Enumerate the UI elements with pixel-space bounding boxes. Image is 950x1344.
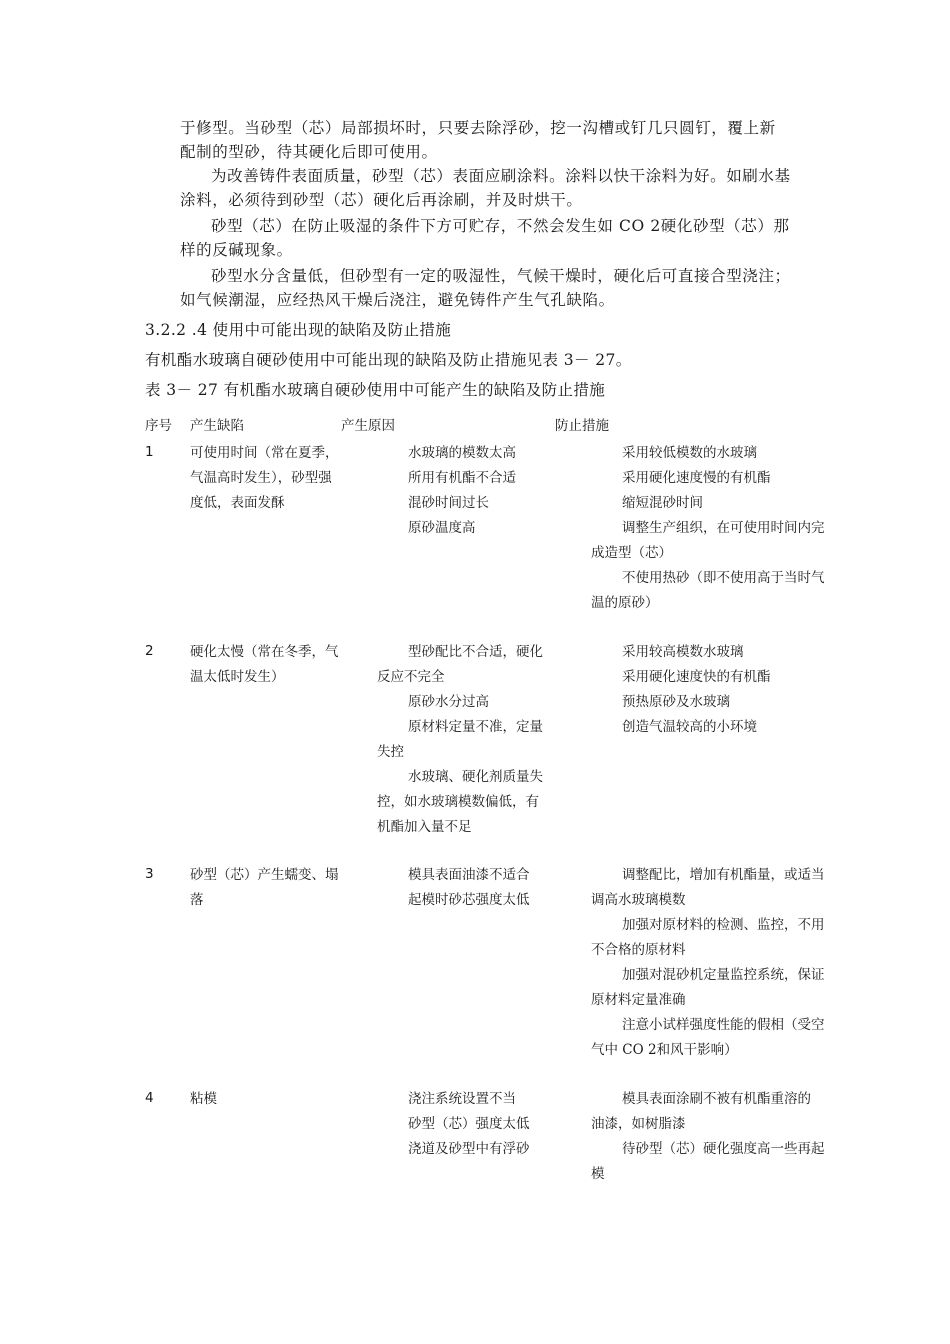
section-text: 有机酯水玻璃自硬砂使用中可能出现的缺陷及防止措施见表 3－ 27。 [145, 351, 632, 369]
cause-line: 机酯加入量不足 [377, 819, 472, 835]
table-row-measure [591, 441, 841, 616]
table-row-defect [190, 1087, 350, 1112]
defect-line: 温太低时发生） [190, 669, 285, 685]
cause-line: 失控 [377, 744, 404, 760]
defect-line: 度低，表面发酥 [190, 495, 285, 511]
cause-line: 原材料定量不准，定量 [408, 719, 543, 735]
cause-line: 原砂温度高 [408, 520, 476, 536]
cause-line: 反应不完全 [377, 669, 445, 685]
measure-line: 调整生产组织，在可使用时间内完 [622, 520, 825, 536]
table-row-defect [190, 640, 350, 690]
intro-paragraph-2: 为改善铸件表面质量，砂型（芯）表面应刷涂料。涂料以快干涂料为好。如刷水基 涂料，必须待到砂型（芯）硬化后再涂刷，并及时烘干。 [180, 167, 791, 209]
measure-line: 加强对混砂机定量监控系统，保证 [622, 967, 825, 983]
measure-line: 采用较低模数的水玻璃 [622, 445, 757, 461]
table-row-defect [190, 441, 350, 516]
cause-line: 砂型（芯）强度太低 [408, 1116, 530, 1132]
measure-line: 创造气温较高的小环境 [622, 719, 757, 735]
cause-line: 原砂水分过高 [408, 694, 489, 710]
intro-paragraph-4: 砂型水分含量低，但砂型有一定的吸湿性，气候干燥时，硬化后可直接合型浇注； 如气候潮湿，应经热风干燥后浇注，避免铸件产生气孔缺陷。 [180, 267, 791, 309]
defect-line: 气温高时发生），砂型强 [190, 470, 332, 486]
table-header-number: 序号 [145, 418, 172, 434]
measure-line: 模具表面涂刷不被有机酯重溶的 [622, 1091, 811, 1107]
intro-paragraph-3: 砂型（芯）在防止吸湿的条件下方可贮存，不然会发生如 CO 2硬化砂型（芯）那 样的反碱现象。 [180, 217, 790, 259]
table-row-number: 2 [145, 643, 154, 659]
measure-line: 不合格的原材料 [591, 942, 686, 958]
measure-line: 温的原砂） [591, 595, 659, 611]
table-row-measure [591, 863, 841, 1063]
table-header-cause: 产生原因 [341, 418, 395, 434]
cause-line: 所用有机酯不合适 [408, 470, 516, 486]
table-row-measure [591, 1087, 841, 1187]
measure-line: 采用硬化速度快的有机酯 [622, 669, 771, 685]
measure-line: 待砂型（芯）硬化强度高一些再起 [622, 1141, 825, 1157]
defect-line: 落 [190, 892, 204, 908]
cause-line: 模具表面油漆不适合 [408, 867, 530, 883]
table-row-cause [377, 863, 557, 913]
measure-line: 采用较高模数水玻璃 [622, 644, 744, 660]
defect-line: 可使用时间（常在夏季， [190, 445, 339, 461]
measure-line: 油漆，如树脂漆 [591, 1116, 686, 1132]
measure-line: 原材料定量准确 [591, 992, 686, 1008]
table-header-measure: 防止措施 [555, 418, 609, 434]
table-row-cause [377, 1087, 557, 1162]
cause-line: 混砂时间过长 [408, 495, 489, 511]
measure-line: 调整配比，增加有机酯量，或适当 [622, 867, 825, 883]
table-row-cause [377, 640, 557, 840]
measure-line: 加强对原材料的检测、监控，不用 [622, 917, 825, 933]
table-title: 表 3－ 27 有机酯水玻璃自硬砂使用中可能产生的缺陷及防止措施 [145, 381, 606, 399]
table-row-number: 1 [145, 444, 154, 460]
table-row-measure [591, 640, 841, 740]
measure-line: 气中 CO 2和风干影响） [591, 1042, 738, 1058]
cause-line: 水玻璃、硬化剂质量失 [408, 769, 543, 785]
table-row-number: 4 [145, 1090, 154, 1106]
section-heading: 3.2.2 .4 使用中可能出现的缺陷及防止措施 [145, 321, 452, 339]
table-header-defect: 产生缺陷 [190, 418, 244, 434]
measure-line: 缩短混砂时间 [622, 495, 703, 511]
cause-line: 起模时砂芯强度太低 [408, 892, 530, 908]
table-row-number: 3 [145, 866, 154, 882]
cause-line: 水玻璃的模数太高 [408, 445, 516, 461]
measure-line: 采用硬化速度慢的有机酯 [622, 470, 771, 486]
intro-paragraph-1: 于修型。当砂型（芯）局部损坏时，只要去除浮砂，挖一沟槽或钉几只圆钉，覆上新 配制的型砂，待其硬化后即可使用。 [180, 119, 776, 161]
defect-line: 硬化太慢（常在冬季，气 [190, 644, 339, 660]
measure-line: 调高水玻璃模数 [591, 892, 686, 908]
measure-line: 不使用热砂（即不使用高于当时气 [622, 570, 825, 586]
measure-line: 注意小试样强度性能的假相（受空 [622, 1017, 825, 1033]
defect-line: 砂型（芯）产生蠕变、塌 [190, 867, 339, 883]
cause-line: 型砂配比不合适，硬化 [408, 644, 543, 660]
measure-line: 成造型（芯） [591, 545, 672, 561]
measure-line: 预热原砂及水玻璃 [622, 694, 730, 710]
table-row-cause [377, 441, 557, 541]
defect-line: 粘模 [190, 1091, 217, 1107]
cause-line: 浇注系统设置不当 [408, 1091, 516, 1107]
table-row-defect [190, 863, 350, 913]
cause-line: 浇道及砂型中有浮砂 [408, 1141, 530, 1157]
cause-line: 控，如水玻璃模数偏低，有 [377, 794, 539, 810]
measure-line: 模 [591, 1166, 605, 1182]
